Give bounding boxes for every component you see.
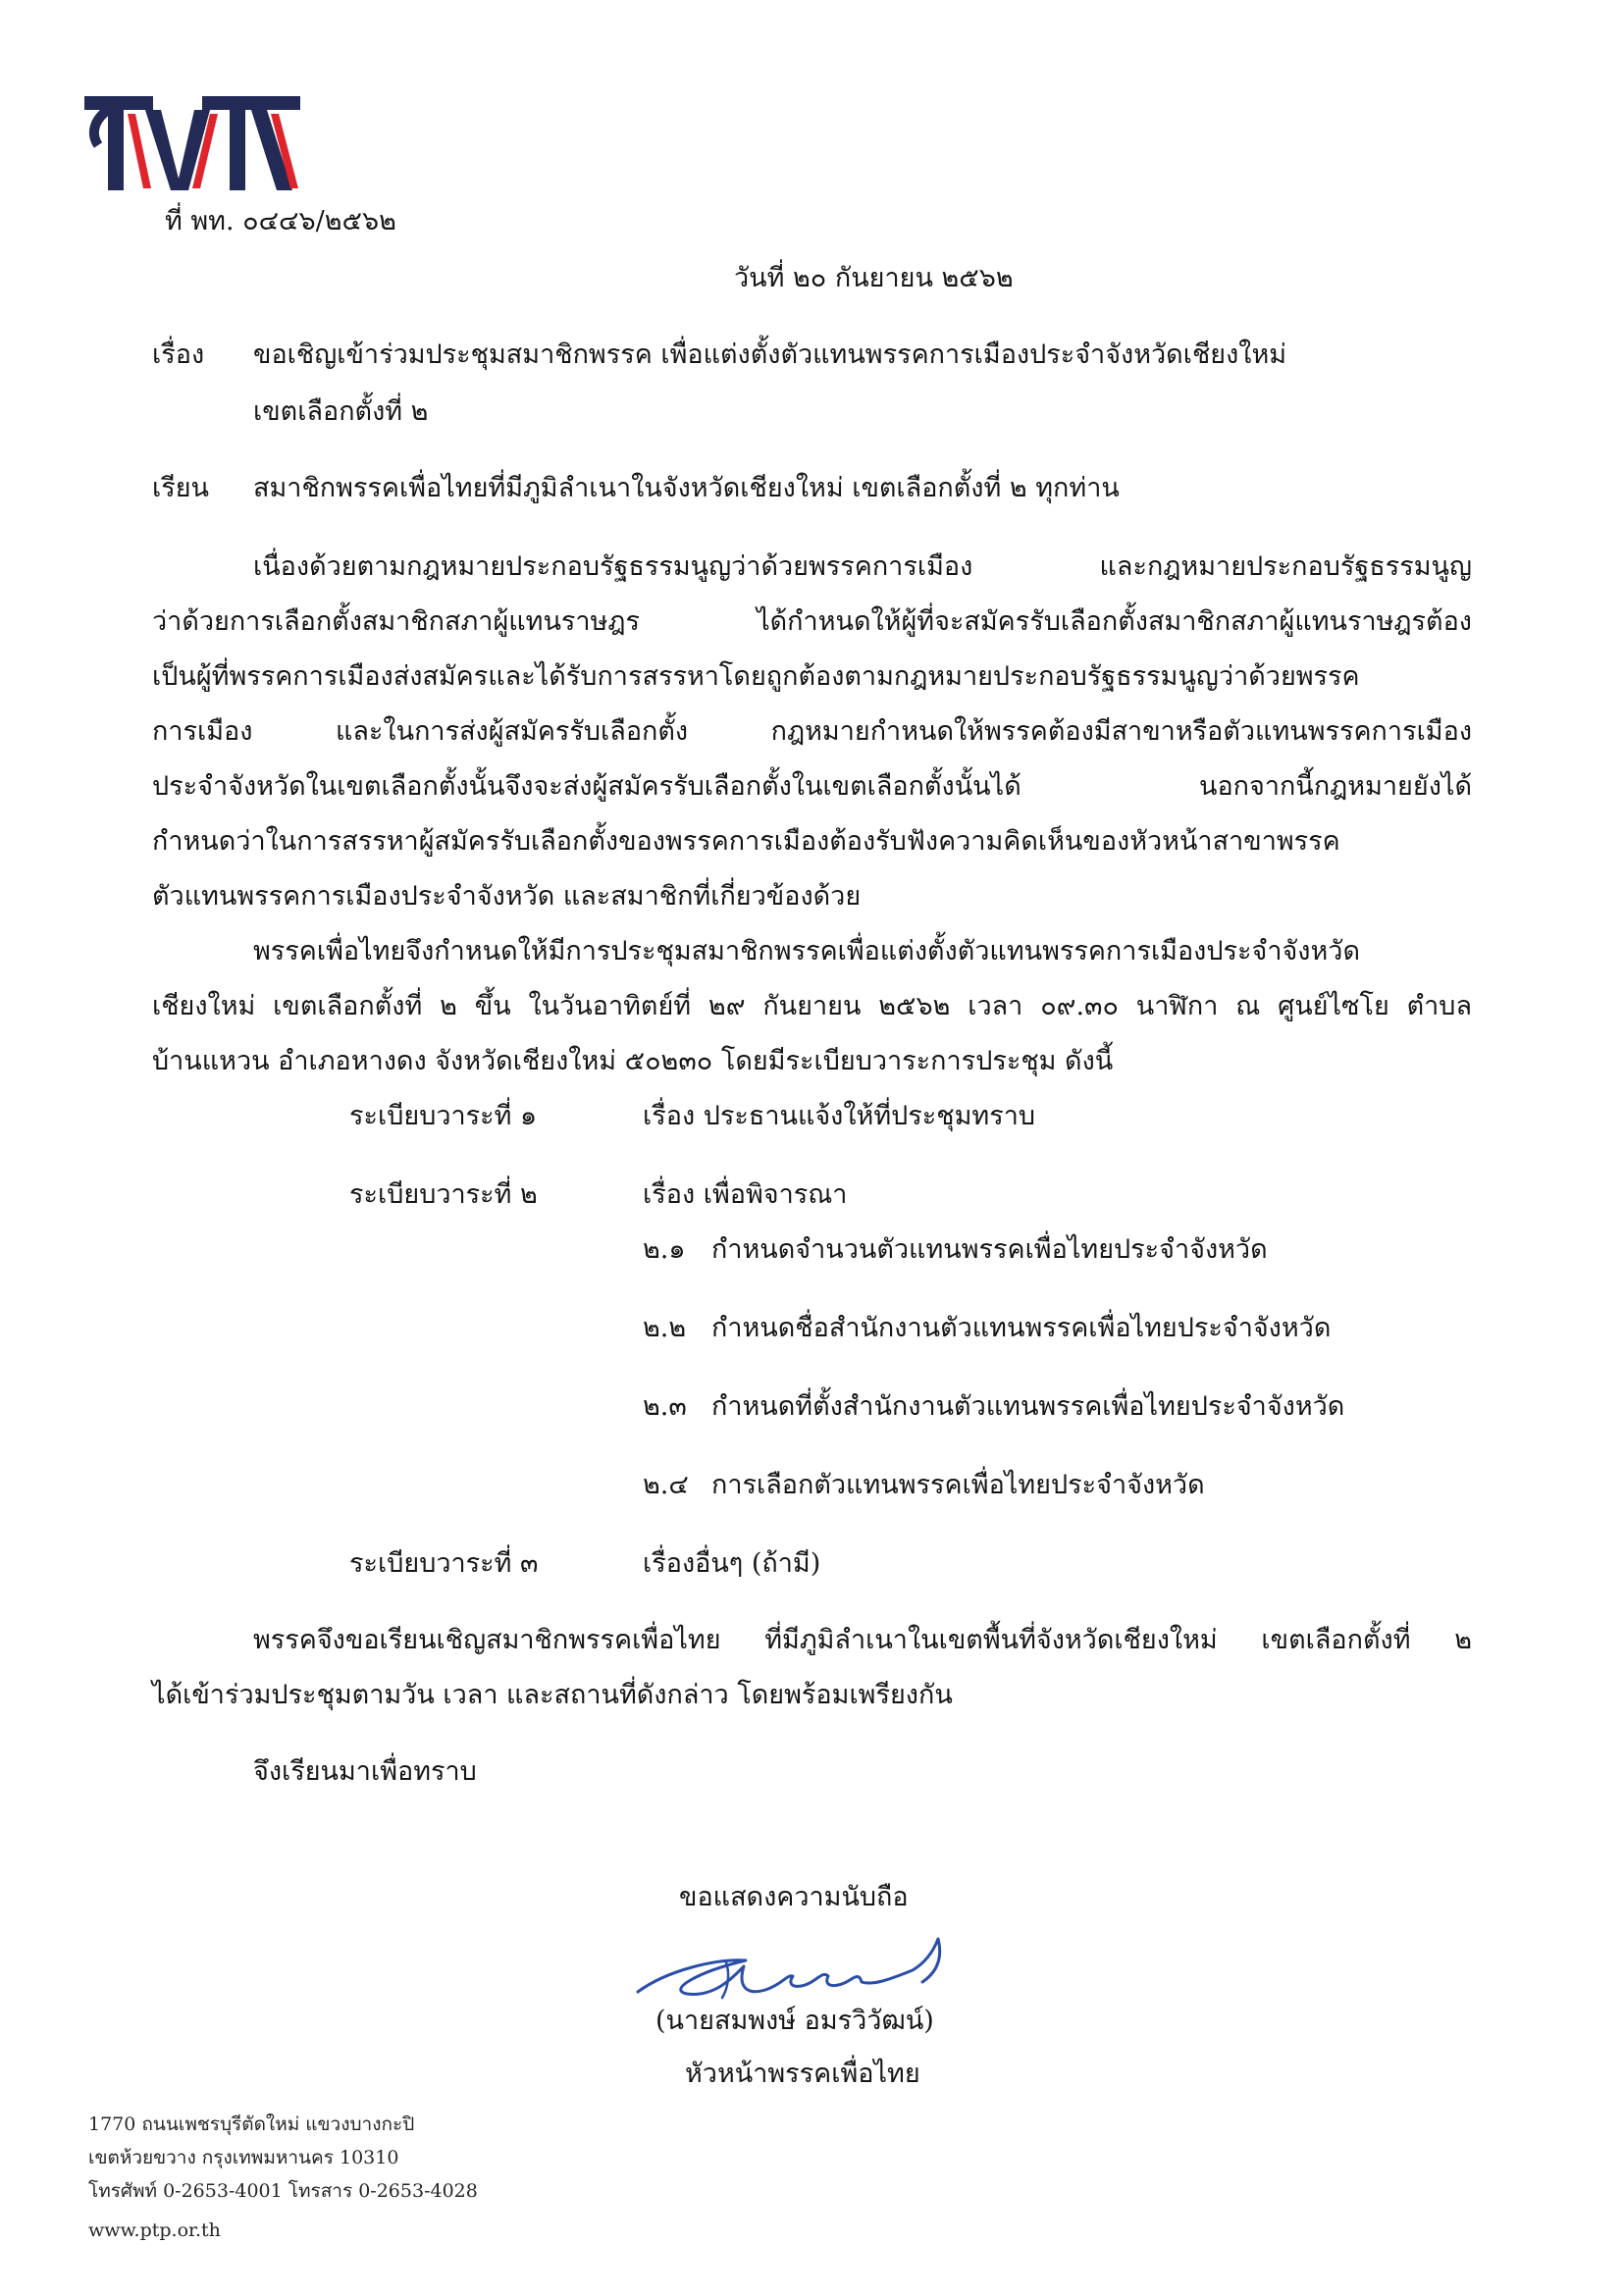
party-logo — [84, 90, 300, 192]
footer-phone-line: โทรศัพท์ 0-2653-4001 โทรสาร 0-2653-4028 — [88, 2180, 478, 2202]
para1-line: เนื่องด้วยตามกฎหมายประกอบรัฐธรรมนูญว่าด้วยพรรคการเมือง และกฎหมายประกอบรัฐธรรมนูญ — [253, 551, 1472, 582]
sub-item-text: กำหนดที่ตั้งสำนักงานตัวแทนพรรคเพื่อไทยประจำจังหวัด — [711, 1391, 1345, 1422]
sub-item-number: ๒.๒ — [643, 1313, 687, 1343]
sub-item-number: ๒.๓ — [643, 1391, 687, 1422]
subject-line-1: ขอเชิญเข้าร่วมประชุมสมาชิกพรรค เพื่อแต่งตั้งตัวแทนพรรคการเมืองประจำจังหวัดเชียงใหม่ — [253, 339, 1287, 370]
para3-line: ได้เข้าร่วมประชุมตามวัน เวลา และสถานที่ดังกล่าว โดยพร้อมเพรียงกัน — [152, 1680, 953, 1710]
para1-line: ประจำจังหวัดในเขตเลือกตั้งนั้นจึงจะส่งผู้สมัครรับเลือกตั้งในเขตเลือกตั้งนั้นได้ นอกจากนี้กฎหมายยังได้ — [152, 771, 1472, 802]
agenda-text: เรื่อง เพื่อพิจารณา — [643, 1179, 848, 1210]
signer-name: (นายสมพงษ์ อมรวิวัฒน์) — [655, 2006, 934, 2036]
sub-item-text: การเลือกตัวแทนพรรคเพื่อไทยประจำจังหวัด — [711, 1470, 1205, 1500]
recipient-label: เรียน — [152, 473, 210, 503]
footer-address-line: เขตห้วยขวาง กรุงเทพมหานคร 10310 — [88, 2147, 399, 2168]
para3-line: พรรคจึงขอเรียนเชิญสมาชิกพรรคเพื่อไทย ที่มีภูมิลำเนาในเขตพื้นที่จังหวัดเชียงใหม่ เขตเลือกตั้งที่ ๒ — [253, 1625, 1472, 1655]
para2-line: บ้านแหวน อำเภอหางดง จังหวัดเชียงใหม่ ๕๐๒๓๐ โดยมีระเบียบวาระการประชุม ดังนี้ — [152, 1046, 1114, 1076]
document-number: ที่ พท. ๐๔๔๖/๒๕๖๒ — [165, 206, 396, 236]
agenda-text: เรื่อง ประธานแจ้งให้ที่ประชุมทราบ — [643, 1101, 1036, 1131]
para1-line: การเมือง และในการส่งผู้สมัครรับเลือกตั้ง กฎหมายกำหนดให้พรรคต้องมีสาขาหรือตัวแทนพรรคการเมือง — [152, 716, 1472, 747]
sub-item-text: กำหนดชื่อสำนักงานตัวแทนพรรคเพื่อไทยประจำจังหวัด — [711, 1313, 1332, 1343]
regards-text: ขอแสดงความนับถือ — [679, 1882, 909, 1912]
agenda-label: ระเบียบวาระที่ ๒ — [349, 1179, 538, 1210]
para1-line: ว่าด้วยการเลือกตั้งสมาชิกสภาผู้แทนราษฎร ได้กำหนดให้ผู้ที่จะสมัครรับเลือกตั้งสมาชิกสภาผู้แทนราษฎรต้อง — [152, 606, 1472, 637]
footer-website: www.ptp.or.th — [88, 2219, 221, 2241]
footer-address-line: 1770 ถนนเพชรบุรีตัดใหม่ แขวงบางกะปิ — [88, 2113, 415, 2135]
recipient-text: สมาชิกพรรคเพื่อไทยที่มีภูมิลำเนาในจังหวัดเชียงใหม่ เขตเลือกตั้งที่ ๒ ทุกท่าน — [253, 473, 1120, 503]
agenda-text: เรื่องอื่นๆ (ถ้ามี) — [643, 1548, 821, 1579]
signer-title: หัวหน้าพรรคเพื่อไทย — [685, 2059, 920, 2089]
para2-line: เชียงใหม่ เขตเลือกตั้งที่ ๒ ขึ้น ในวันอาทิตย์ที่ ๒๙ กันยายน ๒๕๖๒ เวลา ๐๙.๓๐ นาฬิกา ณ ศูนย์ไซโย ตำบล — [152, 991, 1472, 1021]
para1-line: ตัวแทนพรรคการเมืองประจำจังหวัด และสมาชิกที่เกี่ยวข้องด้วย — [152, 881, 862, 912]
para1-line: เป็นผู้ที่พรรคการเมืองส่งสมัครและได้รับการสรรหาโดยถูกต้องตามกฎหมายประกอบรัฐธรรมนูญว่าด้วยพรรค — [152, 661, 1360, 692]
agenda-label: ระเบียบวาระที่ ๓ — [349, 1548, 539, 1579]
agenda-label: ระเบียบวาระที่ ๑ — [349, 1101, 538, 1131]
sub-item-number: ๒.๑ — [643, 1234, 686, 1265]
sub-item-number: ๒.๔ — [643, 1470, 689, 1500]
closing-text: จึงเรียนมาเพื่อทราบ — [253, 1756, 477, 1787]
subject-line-2: เขตเลือกตั้งที่ ๒ — [253, 396, 429, 427]
para2-line: พรรคเพื่อไทยจึงกำหนดให้มีการประชุมสมาชิกพรรคเพื่อแต่งตั้งตัวแทนพรรคการเมืองประจำจังหวัด — [253, 936, 1360, 966]
document-date: วันที่ ๒๐ กันยายน ๒๕๖๒ — [734, 263, 1014, 293]
para1-line: กำหนดว่าในการสรรหาผู้สมัครรับเลือกตั้งของพรรคการเมืองต้องรับฟังความคิดเห็นของหัวหน้าสาขาพรรค — [152, 826, 1340, 857]
sub-item-text: กำหนดจำนวนตัวแทนพรรคเพื่อไทยประจำจังหวัด — [711, 1234, 1268, 1265]
subject-label: เรื่อง — [152, 339, 205, 370]
